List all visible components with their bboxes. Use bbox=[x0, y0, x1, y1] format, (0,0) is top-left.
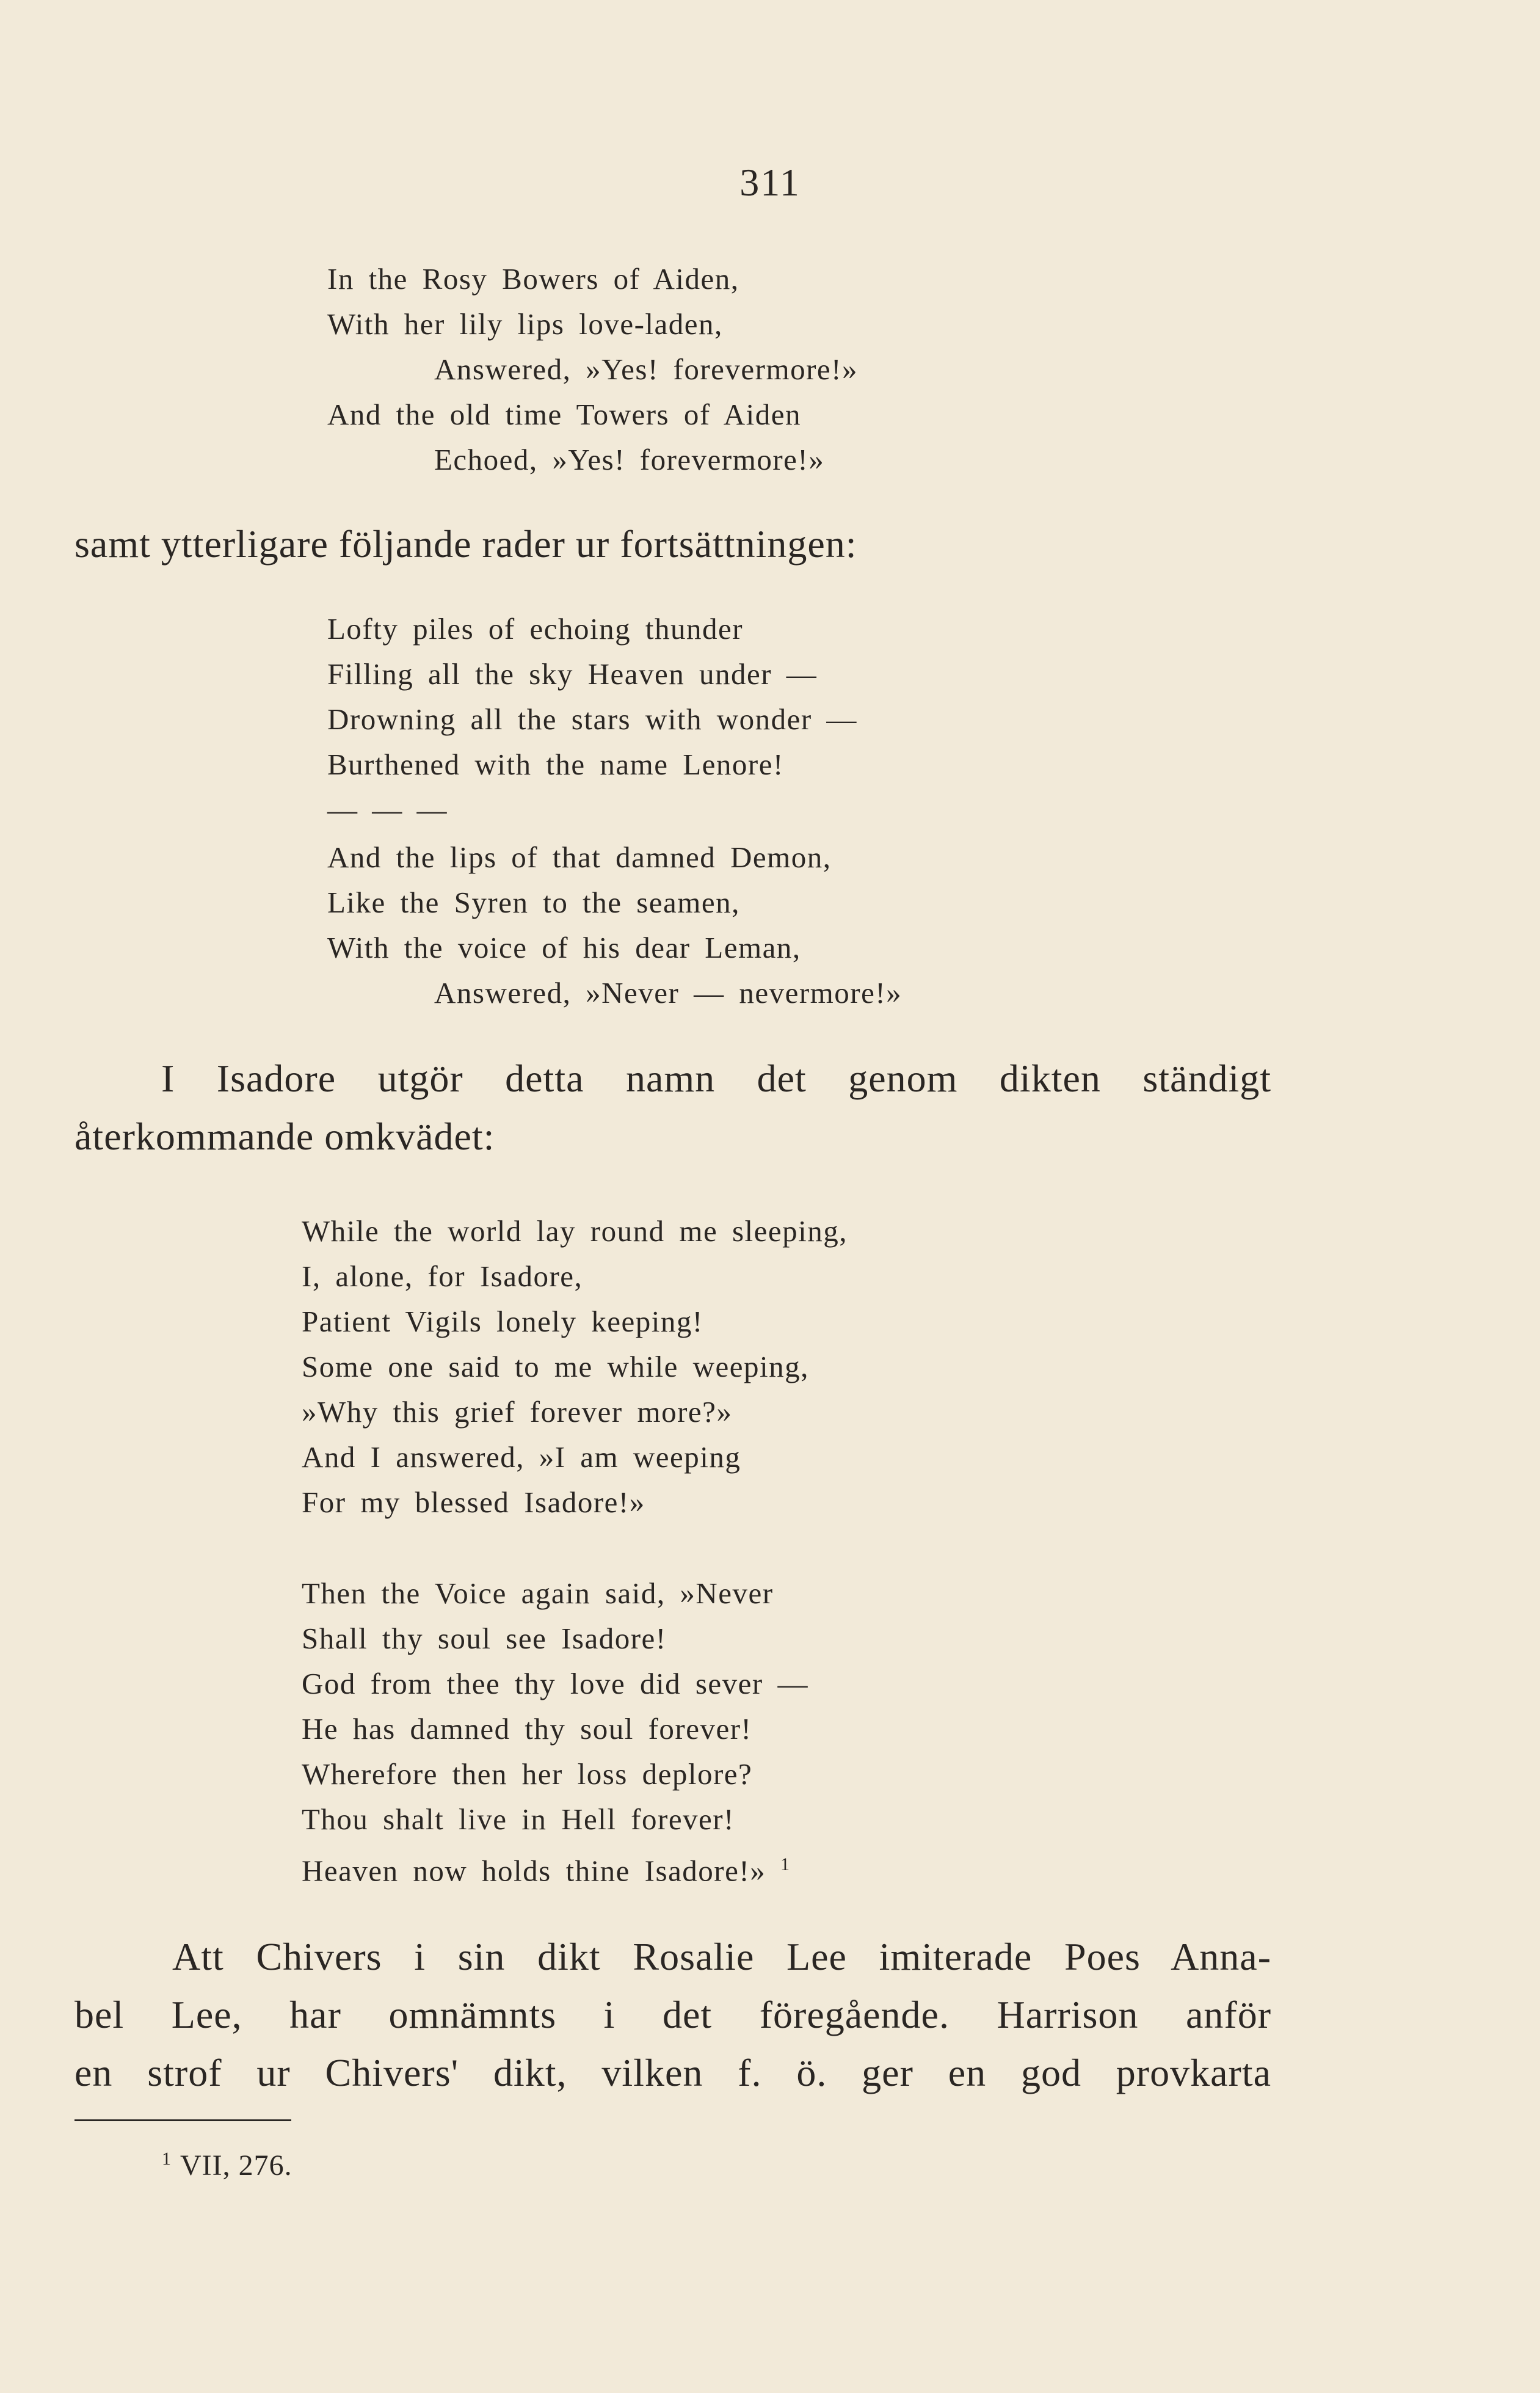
verse-line: Echoed, »Yes! forevermore!» bbox=[434, 443, 825, 476]
verse-line: And the lips of that damned Demon, bbox=[327, 840, 832, 874]
intro-paragraph-1 bbox=[74, 515, 1076, 573]
verse-line: »Why this grief forever more?» bbox=[302, 1395, 733, 1429]
section-separator: — — — bbox=[327, 793, 451, 826]
prose-line: en strof ur Chivers' dikt, vilken f. ö. ger en god provkarta bbox=[74, 2051, 1271, 2094]
verse-line: With the voice of his dear Leman, bbox=[327, 931, 801, 964]
stanza-aiden bbox=[327, 257, 858, 483]
footnote-marker: 1 bbox=[162, 2149, 172, 2169]
verse-line: God from thee thy love did sever — bbox=[302, 1667, 808, 1700]
prose-line: samt ytterligare följande rader ur fortsättningen: bbox=[74, 522, 857, 566]
verse-line: I, alone, for Isadore, bbox=[302, 1259, 583, 1293]
prose-line: bel Lee, har omnämnts i det föregående. Harrison anför bbox=[74, 1993, 1271, 2036]
verse-line: Filling all the sky Heaven under — bbox=[327, 657, 818, 691]
verse-line: Lofty piles of echoing thunder bbox=[327, 612, 744, 646]
verse-line: Patient Vigils lonely keeping! bbox=[302, 1305, 703, 1338]
verse-line: Thou shalt live in Hell forever! bbox=[302, 1802, 735, 1836]
verse-line: Answered, »Yes! forevermore!» bbox=[434, 352, 858, 386]
footnote-reference: 1 bbox=[780, 1854, 791, 1874]
verse-line: For my blessed Isadore!» bbox=[302, 1485, 645, 1519]
verse-line: Burthened with the name Lenore! bbox=[327, 748, 784, 781]
stanza-isadore-2 bbox=[302, 1571, 808, 1887]
intro-paragraph-2 bbox=[74, 1049, 1271, 1165]
prose-line: I Isadore utgör detta namn det genom dikten ständigt bbox=[161, 1057, 1271, 1100]
prose-line: Att Chivers i sin dikt Rosalie Lee imiterade Poes Anna- bbox=[172, 1935, 1271, 1978]
stanza-demon bbox=[327, 835, 902, 1016]
verse-line: And I answered, »I am weeping bbox=[302, 1440, 741, 1474]
verse-line: Wherefore then her loss deplore? bbox=[302, 1757, 753, 1791]
verse-line: Like the Syren to the seamen, bbox=[327, 886, 740, 919]
verse-line: Some one said to me while weeping, bbox=[302, 1350, 809, 1383]
page-number: 311 bbox=[739, 161, 801, 204]
verse-line: In the Rosy Bowers of Aiden, bbox=[327, 262, 739, 296]
verse-line: He has damned thy soul forever! bbox=[302, 1712, 752, 1746]
verse-text: Heaven now holds thine Isadore!» bbox=[302, 1854, 766, 1888]
stanza-isadore-1 bbox=[302, 1209, 848, 1525]
prose-line: återkommande omkvädet: bbox=[74, 1115, 495, 1158]
footnote bbox=[162, 2149, 292, 2182]
closing-paragraph bbox=[74, 1928, 1271, 2102]
stanza-thunder bbox=[327, 606, 857, 832]
verse-line: Then the Voice again said, »Never bbox=[302, 1576, 774, 1610]
verse-line: With her lily lips love-laden, bbox=[327, 307, 723, 341]
verse-line: Drowning all the stars with wonder — bbox=[327, 702, 857, 736]
footnote-text: VII, 276. bbox=[180, 2149, 292, 2182]
footnote-rule bbox=[74, 2119, 291, 2121]
verse-line: While the world lay round me sleeping, bbox=[302, 1214, 848, 1248]
verse-line: Shall thy soul see Isadore! bbox=[302, 1622, 667, 1655]
verse-line bbox=[302, 1842, 808, 1887]
verse-line: And the old time Towers of Aiden bbox=[327, 398, 801, 431]
verse-line: Answered, »Never — nevermore!» bbox=[434, 976, 903, 1010]
